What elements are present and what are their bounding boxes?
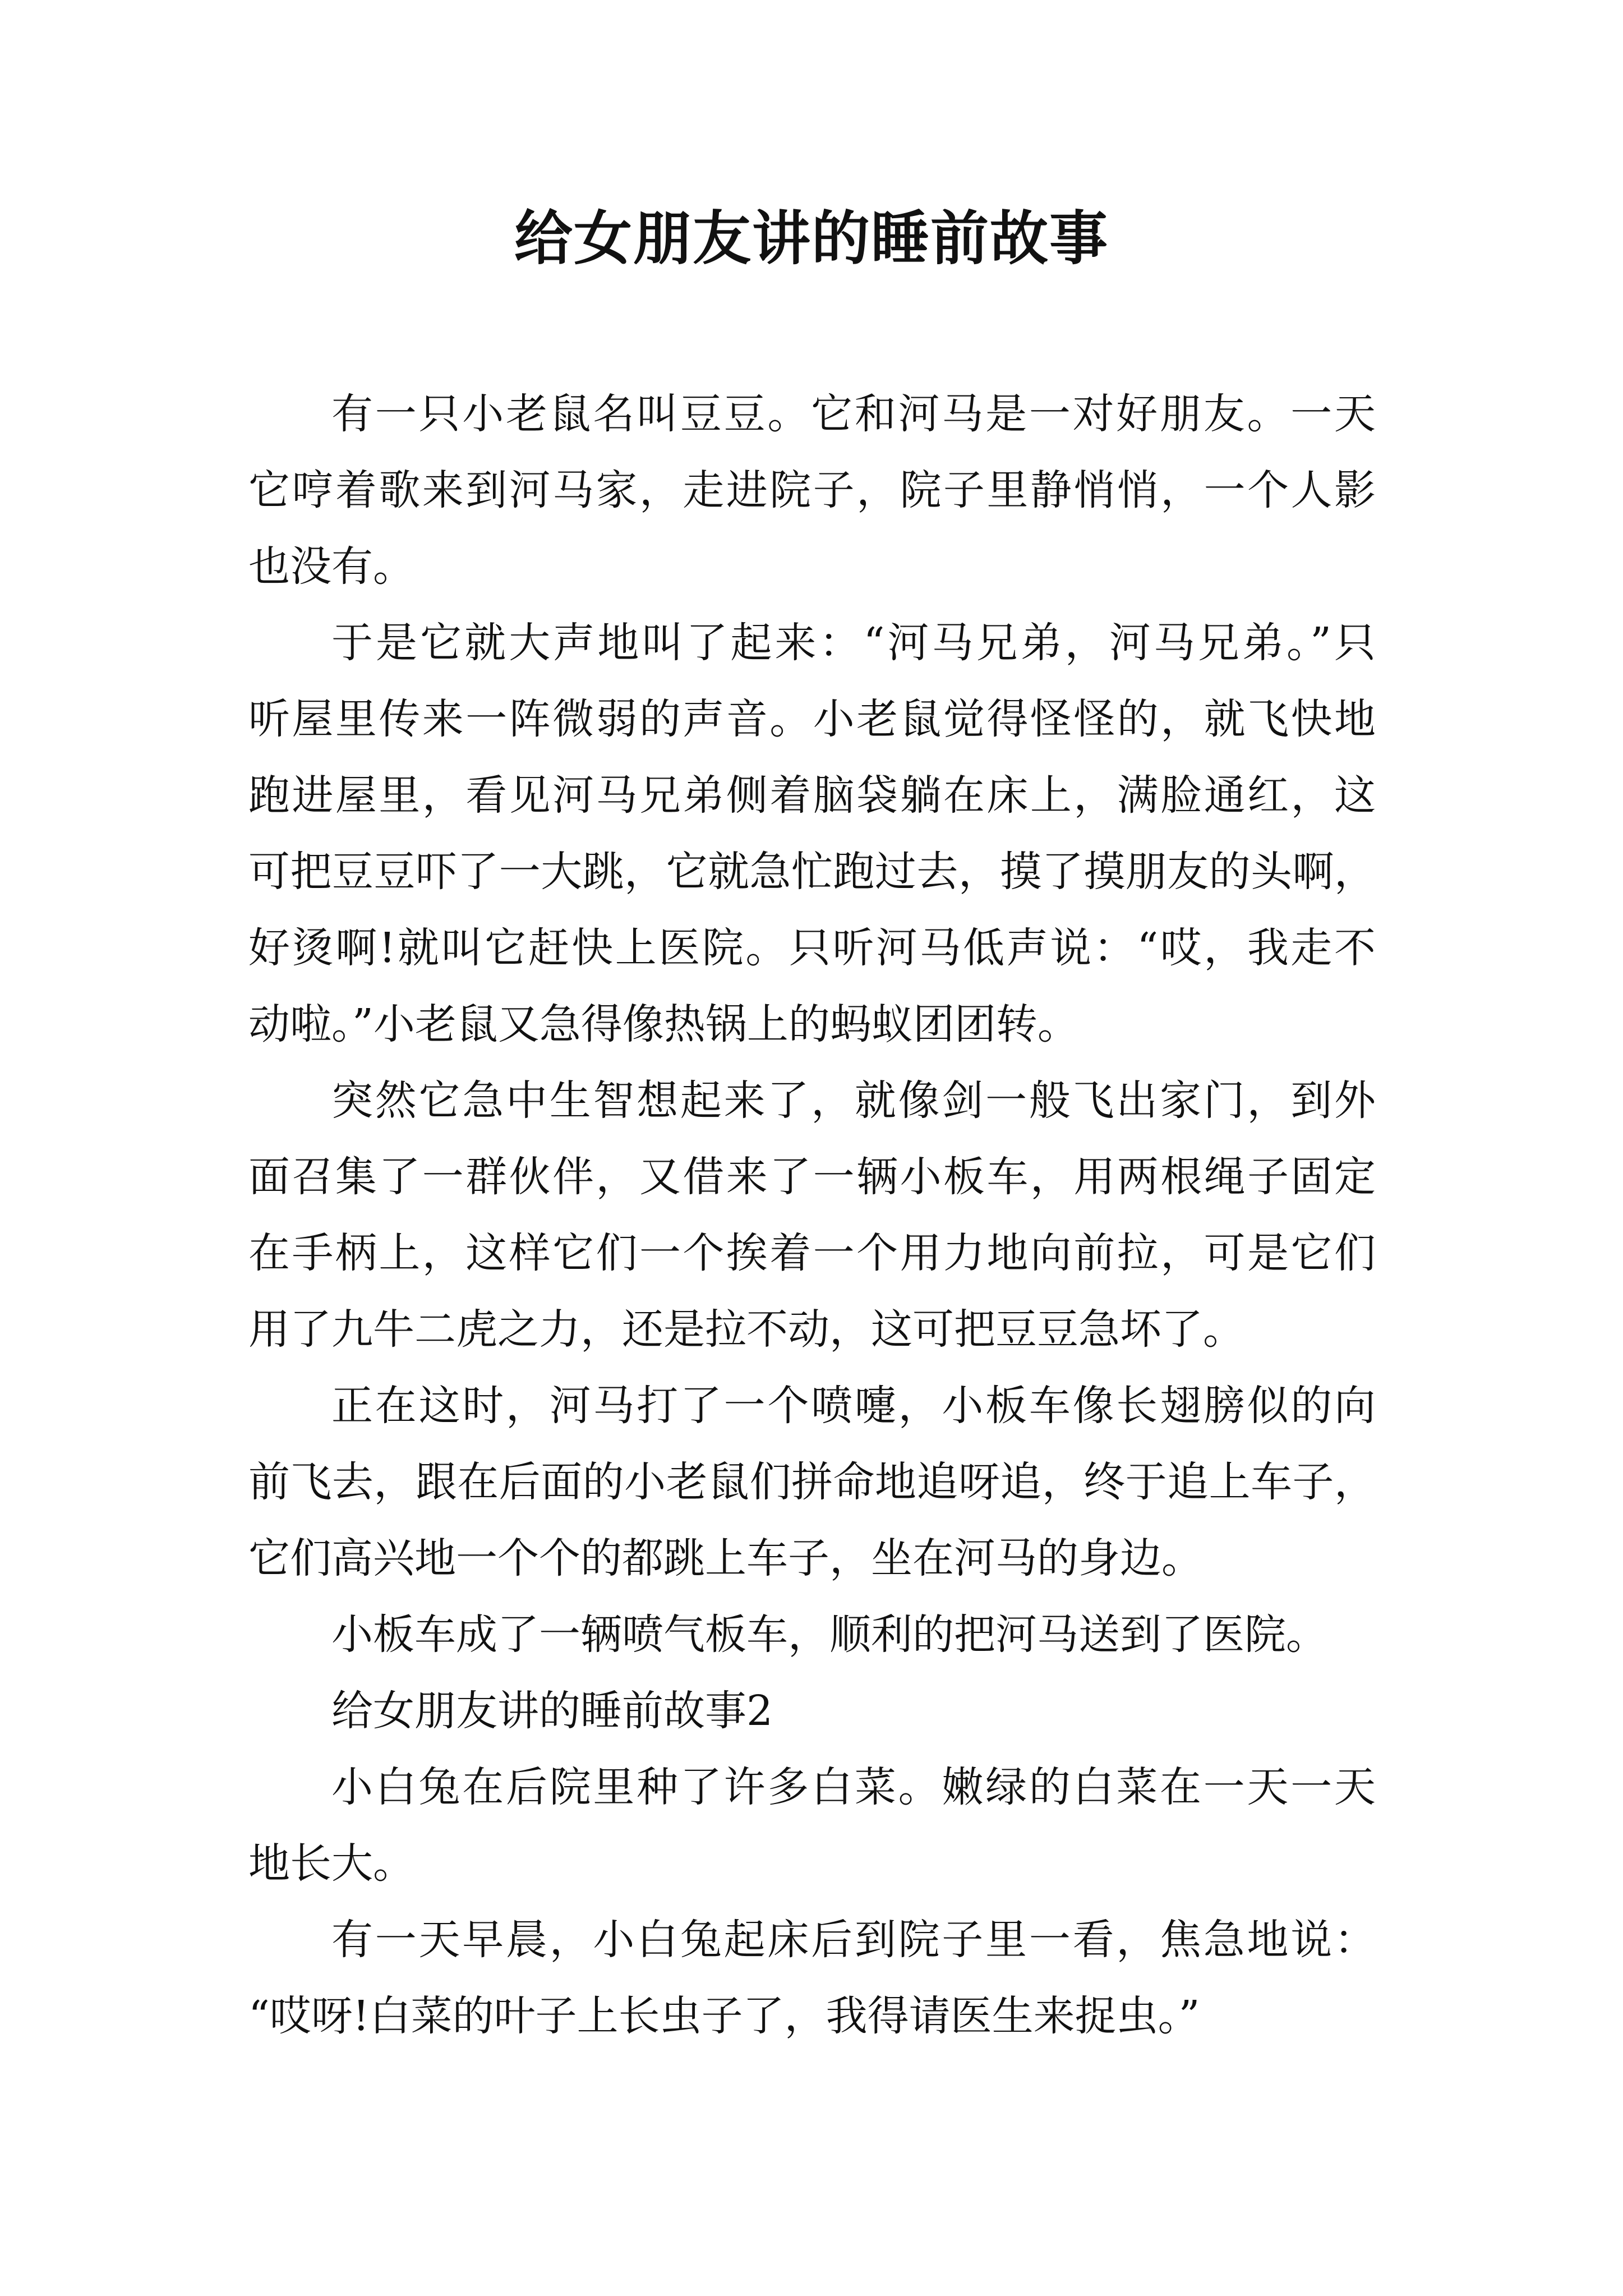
text-line: 动啦。”小老鼠又急得像热锅上的蚂蚁团团转。 bbox=[248, 1000, 1079, 1048]
paragraph-5 bbox=[248, 1596, 1376, 1673]
text-line: 它哼着歌来到河马家，走进院子，院子里静悄悄，一个人影 bbox=[248, 466, 1376, 514]
text-line: 好烫啊!就叫它赶快上医院。只听河马低声说：“哎，我走不 bbox=[248, 924, 1376, 972]
text-line: 于是它就大声地叫了起来：“河马兄弟，河马兄弟。”只 bbox=[331, 619, 1376, 667]
paragraph-8 bbox=[248, 1902, 1376, 2054]
text-line: 正在这时，河马打了一个喷嚏，小板车像长翅膀似的向 bbox=[331, 1382, 1376, 1430]
document-body bbox=[248, 376, 1376, 2054]
text-line: 它们高兴地一个个的都跳上车子，坐在河马的身边。 bbox=[248, 1534, 1203, 1582]
text-line: 可把豆豆吓了一大跳，它就急忙跑过去，摸了摸朋友的头啊， bbox=[248, 848, 1376, 896]
text-line: 突然它急中生智想起来了，就像剑一般飞出家门，到外 bbox=[331, 1076, 1376, 1125]
paragraph-1 bbox=[248, 376, 1376, 605]
text-line: 听屋里传来一阵微弱的声音。小老鼠觉得怪怪的，就飞快地 bbox=[248, 695, 1376, 743]
text-line: 给女朋友讲的睡前故事2 bbox=[331, 1687, 773, 1735]
text-line: 有一天早晨，小白兔起床后到院子里一看，焦急地说： bbox=[331, 1916, 1376, 1964]
text-line: 面召集了一群伙伴，又借来了一辆小板车，用两根绳子固定 bbox=[248, 1153, 1376, 1201]
paragraph-4 bbox=[248, 1368, 1376, 1596]
text-line: 前飞去，跟在后面的小老鼠们拼命地追呀追，终于追上车子， bbox=[248, 1458, 1376, 1506]
text-line: 用了九牛二虎之力，还是拉不动，这可把豆豆急坏了。 bbox=[248, 1305, 1244, 1354]
text-line: 跑进屋里，看见河马兄弟侧着脑袋躺在床上，满脸通红，这 bbox=[248, 771, 1376, 820]
paragraph-2 bbox=[248, 605, 1376, 1062]
text-line: “哎呀!白菜的叶子上长虫子了，我得请医生来捉虫。” bbox=[248, 1992, 1200, 2040]
text-line: 也没有。 bbox=[248, 542, 414, 591]
text-line: 小白兔在后院里种了许多白菜。嫩绿的白菜在一天一天 bbox=[331, 1763, 1376, 1811]
story-2-heading bbox=[248, 1673, 1376, 1749]
paragraph-7 bbox=[248, 1749, 1376, 1902]
text-line: 在手柄上，这样它们一个挨着一个用力地向前拉，可是它们 bbox=[248, 1229, 1376, 1277]
text-line: 小板车成了一辆喷气板车，顺利的把河马送到了医院。 bbox=[331, 1611, 1327, 1659]
document-title: 给女朋友讲的睡前故事 bbox=[514, 204, 1109, 273]
text-line: 地长大。 bbox=[248, 1839, 414, 1888]
text-line: 有一只小老鼠名叫豆豆。它和河马是一对好朋友。一天 bbox=[331, 390, 1376, 438]
paragraph-3 bbox=[248, 1062, 1376, 1368]
